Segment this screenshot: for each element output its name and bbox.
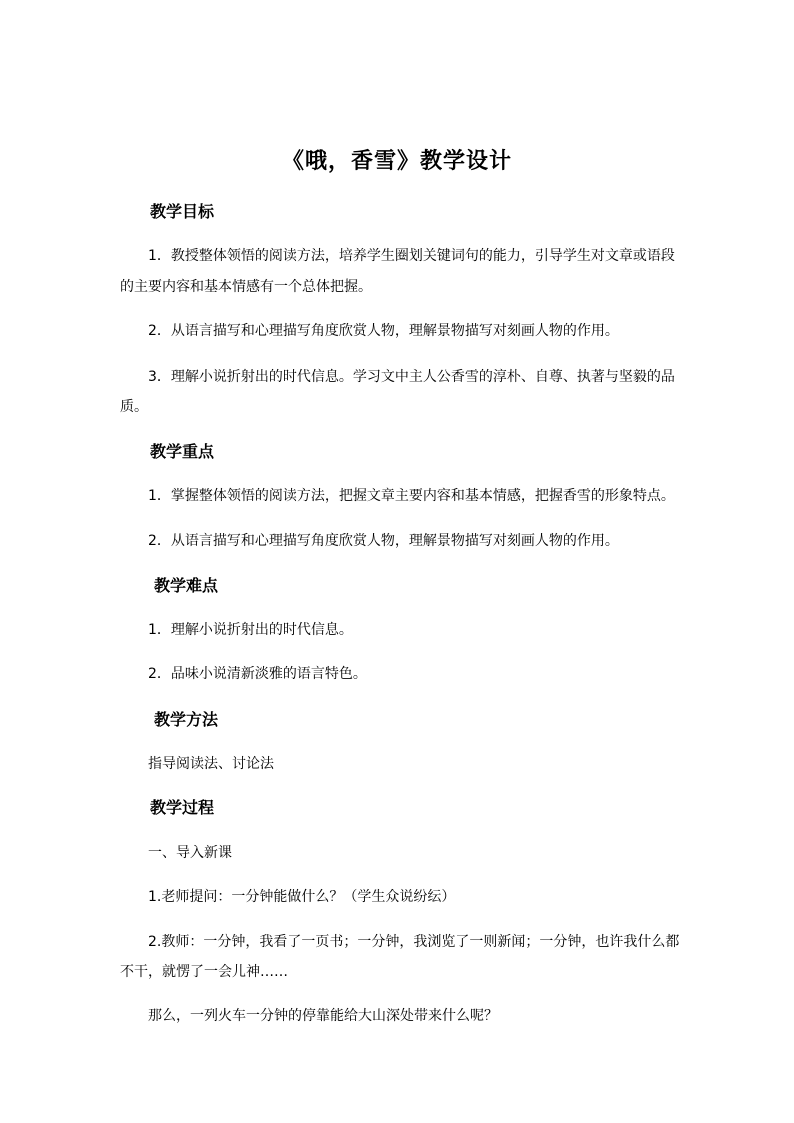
section-heading-process: 教学过程: [150, 798, 215, 817]
paragraph-line: 2．从语言描写和心理描写角度欣赏人物，理解景物描写对刻画人物的作用。: [148, 323, 619, 339]
paragraph-line: 1．理解小说折射出的时代信息。: [148, 622, 353, 638]
paragraph-line: 不干，就愣了一会儿神……: [120, 964, 288, 980]
paragraph-line: 1.老师提问：一分钟能做什么？（学生众说纷纭）: [148, 889, 456, 905]
paragraph-line: 3．理解小说折射出的时代信息。学习文中主人公香雪的淳朴、自尊、执著与坚毅的品: [148, 369, 675, 385]
paragraph-line: 2．品味小说清新淡雅的语言特色。: [148, 666, 367, 682]
section-heading-difficulties: 教学难点: [154, 576, 219, 595]
document-title: 《哦，香雪》教学设计: [281, 149, 512, 174]
paragraph-line: 1．教授整体领悟的阅读方法，培养学生圈划关键词句的能力，引导学生对文章或语段: [148, 248, 675, 264]
paragraph-line: 的主要内容和基本情感有一个总体把握。: [120, 279, 372, 295]
section-heading-objectives: 教学目标: [150, 202, 215, 221]
section-heading-key-points: 教学重点: [150, 442, 215, 461]
paragraph-line: 质。: [120, 399, 148, 415]
paragraph-line: 指导阅读法、讨论法: [148, 756, 274, 772]
paragraph-line: 1．掌握整体领悟的阅读方法，把握文章主要内容和基本情感，把握香雪的形象特点。: [148, 488, 675, 504]
paragraph-line: 一、导入新课: [148, 845, 232, 861]
paragraph-line: 2．从语言描写和心理描写角度欣赏人物，理解景物描写对刻画人物的作用。: [148, 533, 619, 549]
paragraph-line: 那么，一列火车一分钟的停靠能给大山深处带来什么呢？: [148, 1008, 498, 1024]
paragraph-line: 2.教师：一分钟，我看了一页书；一分钟，我浏览了一则新闻；一分钟，也许我什么都: [148, 934, 680, 950]
section-heading-methods: 教学方法: [154, 710, 219, 729]
